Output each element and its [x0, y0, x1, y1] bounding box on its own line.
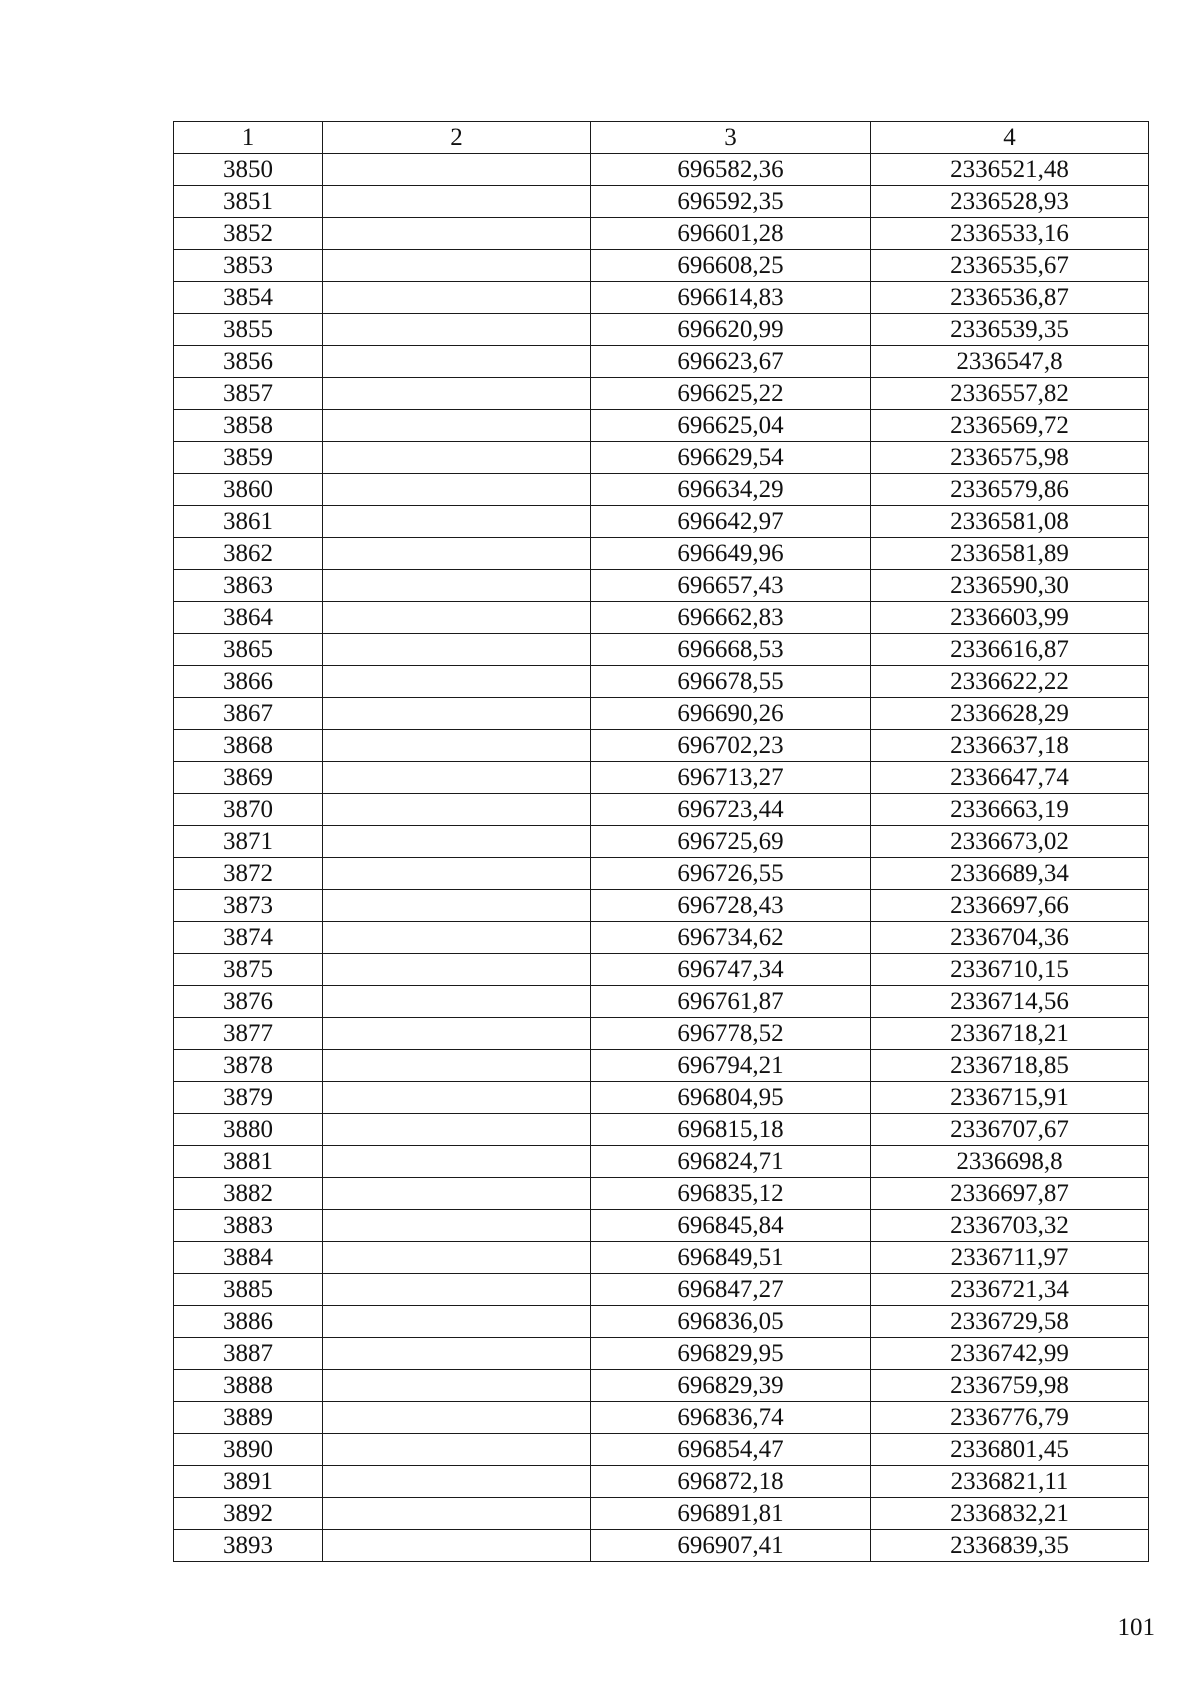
empty-cell — [323, 186, 591, 218]
y-coordinate-cell: 2336821,11 — [871, 1466, 1149, 1498]
table-row — [174, 1434, 1149, 1466]
x-coordinate-cell: 696804,95 — [591, 1082, 871, 1114]
x-coordinate-cell: 696620,99 — [591, 314, 871, 346]
column-header: 3 — [591, 122, 871, 154]
coordinates-table — [173, 121, 1149, 1562]
y-coordinate-cell: 2336547,8 — [871, 346, 1149, 378]
point-number-cell: 3858 — [174, 410, 323, 442]
point-number-cell: 3857 — [174, 378, 323, 410]
empty-cell — [323, 314, 591, 346]
empty-cell — [323, 442, 591, 474]
y-coordinate-cell: 2336711,97 — [871, 1242, 1149, 1274]
table-row — [174, 282, 1149, 314]
point-number-cell: 3865 — [174, 634, 323, 666]
x-coordinate-cell: 696623,67 — [591, 346, 871, 378]
empty-cell — [323, 1370, 591, 1402]
point-number-cell: 3876 — [174, 986, 323, 1018]
table-row — [174, 538, 1149, 570]
y-coordinate-cell: 2336536,87 — [871, 282, 1149, 314]
x-coordinate-cell: 696702,23 — [591, 730, 871, 762]
y-coordinate-cell: 2336673,02 — [871, 826, 1149, 858]
point-number-cell: 3853 — [174, 250, 323, 282]
x-coordinate-cell: 696891,81 — [591, 1498, 871, 1530]
x-coordinate-cell: 696836,05 — [591, 1306, 871, 1338]
y-coordinate-cell: 2336715,91 — [871, 1082, 1149, 1114]
point-number-cell: 3886 — [174, 1306, 323, 1338]
empty-cell — [323, 1530, 591, 1562]
point-number-cell: 3866 — [174, 666, 323, 698]
point-number-cell: 3863 — [174, 570, 323, 602]
y-coordinate-cell: 2336801,45 — [871, 1434, 1149, 1466]
y-coordinate-cell: 2336721,34 — [871, 1274, 1149, 1306]
y-coordinate-cell: 2336647,74 — [871, 762, 1149, 794]
y-coordinate-cell: 2336557,82 — [871, 378, 1149, 410]
table-row — [174, 1018, 1149, 1050]
empty-cell — [323, 1018, 591, 1050]
table-row — [174, 890, 1149, 922]
point-number-cell: 3875 — [174, 954, 323, 986]
y-coordinate-cell: 2336697,87 — [871, 1178, 1149, 1210]
table-row — [174, 1114, 1149, 1146]
x-coordinate-cell: 696634,29 — [591, 474, 871, 506]
empty-cell — [323, 1274, 591, 1306]
y-coordinate-cell: 2336575,98 — [871, 442, 1149, 474]
table-row — [174, 250, 1149, 282]
y-coordinate-cell: 2336714,56 — [871, 986, 1149, 1018]
table-header-row — [174, 122, 1149, 154]
y-coordinate-cell: 2336697,66 — [871, 890, 1149, 922]
y-coordinate-cell: 2336729,58 — [871, 1306, 1149, 1338]
x-coordinate-cell: 696726,55 — [591, 858, 871, 890]
point-number-cell: 3871 — [174, 826, 323, 858]
table-row — [174, 314, 1149, 346]
point-number-cell: 3883 — [174, 1210, 323, 1242]
x-coordinate-cell: 696845,84 — [591, 1210, 871, 1242]
x-coordinate-cell: 696824,71 — [591, 1146, 871, 1178]
x-coordinate-cell: 696690,26 — [591, 698, 871, 730]
table-row — [174, 506, 1149, 538]
point-number-cell: 3878 — [174, 1050, 323, 1082]
x-coordinate-cell: 696662,83 — [591, 602, 871, 634]
table-row — [174, 1082, 1149, 1114]
point-number-cell: 3873 — [174, 890, 323, 922]
y-coordinate-cell: 2336590,30 — [871, 570, 1149, 602]
table-row — [174, 1242, 1149, 1274]
x-coordinate-cell: 696629,54 — [591, 442, 871, 474]
x-coordinate-cell: 696847,27 — [591, 1274, 871, 1306]
point-number-cell: 3869 — [174, 762, 323, 794]
y-coordinate-cell: 2336707,67 — [871, 1114, 1149, 1146]
y-coordinate-cell: 2336533,16 — [871, 218, 1149, 250]
y-coordinate-cell: 2336539,35 — [871, 314, 1149, 346]
x-coordinate-cell: 696678,55 — [591, 666, 871, 698]
y-coordinate-cell: 2336698,8 — [871, 1146, 1149, 1178]
empty-cell — [323, 538, 591, 570]
point-number-cell: 3870 — [174, 794, 323, 826]
empty-cell — [323, 1050, 591, 1082]
table-row — [174, 954, 1149, 986]
empty-cell — [323, 378, 591, 410]
point-number-cell: 3888 — [174, 1370, 323, 1402]
x-coordinate-cell: 696854,47 — [591, 1434, 871, 1466]
empty-cell — [323, 1498, 591, 1530]
table-row — [174, 986, 1149, 1018]
column-header: 1 — [174, 122, 323, 154]
table-row — [174, 1306, 1149, 1338]
point-number-cell: 3874 — [174, 922, 323, 954]
point-number-cell: 3856 — [174, 346, 323, 378]
y-coordinate-cell: 2336581,89 — [871, 538, 1149, 570]
empty-cell — [323, 1146, 591, 1178]
table-row — [174, 410, 1149, 442]
empty-cell — [323, 922, 591, 954]
point-number-cell: 3891 — [174, 1466, 323, 1498]
point-number-cell: 3862 — [174, 538, 323, 570]
y-coordinate-cell: 2336776,79 — [871, 1402, 1149, 1434]
point-number-cell: 3884 — [174, 1242, 323, 1274]
empty-cell — [323, 1114, 591, 1146]
empty-cell — [323, 1466, 591, 1498]
empty-cell — [323, 570, 591, 602]
point-number-cell: 3861 — [174, 506, 323, 538]
empty-cell — [323, 794, 591, 826]
x-coordinate-cell: 696649,96 — [591, 538, 871, 570]
empty-cell — [323, 154, 591, 186]
table-row — [174, 346, 1149, 378]
table-row — [174, 826, 1149, 858]
x-coordinate-cell: 696907,41 — [591, 1530, 871, 1562]
point-number-cell: 3892 — [174, 1498, 323, 1530]
x-coordinate-cell: 696614,83 — [591, 282, 871, 314]
point-number-cell: 3882 — [174, 1178, 323, 1210]
y-coordinate-cell: 2336689,34 — [871, 858, 1149, 890]
point-number-cell: 3872 — [174, 858, 323, 890]
table-row — [174, 1146, 1149, 1178]
point-number-cell: 3860 — [174, 474, 323, 506]
point-number-cell: 3881 — [174, 1146, 323, 1178]
x-coordinate-cell: 696713,27 — [591, 762, 871, 794]
table-row — [174, 666, 1149, 698]
empty-cell — [323, 1082, 591, 1114]
point-number-cell: 3851 — [174, 186, 323, 218]
table-row — [174, 218, 1149, 250]
table-row — [174, 1370, 1149, 1402]
y-coordinate-cell: 2336528,93 — [871, 186, 1149, 218]
table-row — [174, 154, 1149, 186]
x-coordinate-cell: 696657,43 — [591, 570, 871, 602]
y-coordinate-cell: 2336759,98 — [871, 1370, 1149, 1402]
table-row — [174, 1178, 1149, 1210]
table-row — [174, 858, 1149, 890]
point-number-cell: 3868 — [174, 730, 323, 762]
table-row — [174, 602, 1149, 634]
y-coordinate-cell: 2336663,19 — [871, 794, 1149, 826]
table-row — [174, 1338, 1149, 1370]
y-coordinate-cell: 2336839,35 — [871, 1530, 1149, 1562]
y-coordinate-cell: 2336718,21 — [871, 1018, 1149, 1050]
x-coordinate-cell: 696601,28 — [591, 218, 871, 250]
table-row — [174, 1530, 1149, 1562]
point-number-cell: 3855 — [174, 314, 323, 346]
table-row — [174, 1402, 1149, 1434]
y-coordinate-cell: 2336535,67 — [871, 250, 1149, 282]
x-coordinate-cell: 696829,39 — [591, 1370, 871, 1402]
x-coordinate-cell: 696642,97 — [591, 506, 871, 538]
empty-cell — [323, 506, 591, 538]
point-number-cell: 3889 — [174, 1402, 323, 1434]
x-coordinate-cell: 696734,62 — [591, 922, 871, 954]
empty-cell — [323, 730, 591, 762]
y-coordinate-cell: 2336718,85 — [871, 1050, 1149, 1082]
point-number-cell: 3877 — [174, 1018, 323, 1050]
point-number-cell: 3885 — [174, 1274, 323, 1306]
empty-cell — [323, 410, 591, 442]
y-coordinate-cell: 2336569,72 — [871, 410, 1149, 442]
empty-cell — [323, 1338, 591, 1370]
empty-cell — [323, 282, 591, 314]
point-number-cell: 3859 — [174, 442, 323, 474]
table-body — [174, 154, 1149, 1562]
empty-cell — [323, 1178, 591, 1210]
x-coordinate-cell: 696835,12 — [591, 1178, 871, 1210]
y-coordinate-cell: 2336832,21 — [871, 1498, 1149, 1530]
empty-cell — [323, 1434, 591, 1466]
empty-cell — [323, 666, 591, 698]
empty-cell — [323, 1306, 591, 1338]
empty-cell — [323, 826, 591, 858]
table-row — [174, 762, 1149, 794]
table-row — [174, 1274, 1149, 1306]
x-coordinate-cell: 696829,95 — [591, 1338, 871, 1370]
y-coordinate-cell: 2336616,87 — [871, 634, 1149, 666]
point-number-cell: 3887 — [174, 1338, 323, 1370]
empty-cell — [323, 858, 591, 890]
empty-cell — [323, 250, 591, 282]
table-row — [174, 922, 1149, 954]
table-row — [174, 794, 1149, 826]
table-row — [174, 698, 1149, 730]
y-coordinate-cell: 2336703,32 — [871, 1210, 1149, 1242]
point-number-cell: 3852 — [174, 218, 323, 250]
column-header: 4 — [871, 122, 1149, 154]
y-coordinate-cell: 2336603,99 — [871, 602, 1149, 634]
table-row — [174, 730, 1149, 762]
table-row — [174, 1210, 1149, 1242]
x-coordinate-cell: 696728,43 — [591, 890, 871, 922]
x-coordinate-cell: 696794,21 — [591, 1050, 871, 1082]
y-coordinate-cell: 2336581,08 — [871, 506, 1149, 538]
table-row — [174, 442, 1149, 474]
x-coordinate-cell: 696625,04 — [591, 410, 871, 442]
x-coordinate-cell: 696582,36 — [591, 154, 871, 186]
point-number-cell: 3867 — [174, 698, 323, 730]
table-row — [174, 1050, 1149, 1082]
empty-cell — [323, 1402, 591, 1434]
table-row — [174, 186, 1149, 218]
point-number-cell: 3850 — [174, 154, 323, 186]
table-row — [174, 1498, 1149, 1530]
y-coordinate-cell: 2336622,22 — [871, 666, 1149, 698]
x-coordinate-cell: 696625,22 — [591, 378, 871, 410]
empty-cell — [323, 218, 591, 250]
x-coordinate-cell: 696778,52 — [591, 1018, 871, 1050]
empty-cell — [323, 1242, 591, 1274]
table-row — [174, 634, 1149, 666]
y-coordinate-cell: 2336628,29 — [871, 698, 1149, 730]
x-coordinate-cell: 696836,74 — [591, 1402, 871, 1434]
column-header: 2 — [323, 122, 591, 154]
empty-cell — [323, 954, 591, 986]
x-coordinate-cell: 696849,51 — [591, 1242, 871, 1274]
y-coordinate-cell: 2336521,48 — [871, 154, 1149, 186]
point-number-cell: 3893 — [174, 1530, 323, 1562]
table-row — [174, 378, 1149, 410]
table-row — [174, 474, 1149, 506]
point-number-cell: 3854 — [174, 282, 323, 314]
empty-cell — [323, 698, 591, 730]
y-coordinate-cell: 2336637,18 — [871, 730, 1149, 762]
y-coordinate-cell: 2336704,36 — [871, 922, 1149, 954]
x-coordinate-cell: 696668,53 — [591, 634, 871, 666]
x-coordinate-cell: 696592,35 — [591, 186, 871, 218]
empty-cell — [323, 890, 591, 922]
x-coordinate-cell: 696815,18 — [591, 1114, 871, 1146]
empty-cell — [323, 986, 591, 1018]
x-coordinate-cell: 696725,69 — [591, 826, 871, 858]
x-coordinate-cell: 696747,34 — [591, 954, 871, 986]
point-number-cell: 3879 — [174, 1082, 323, 1114]
x-coordinate-cell: 696761,87 — [591, 986, 871, 1018]
point-number-cell: 3890 — [174, 1434, 323, 1466]
empty-cell — [323, 602, 591, 634]
y-coordinate-cell: 2336710,15 — [871, 954, 1149, 986]
point-number-cell: 3864 — [174, 602, 323, 634]
empty-cell — [323, 762, 591, 794]
empty-cell — [323, 634, 591, 666]
empty-cell — [323, 346, 591, 378]
x-coordinate-cell: 696723,44 — [591, 794, 871, 826]
x-coordinate-cell: 696608,25 — [591, 250, 871, 282]
page-number: 101 — [1117, 1614, 1155, 1641]
point-number-cell: 3880 — [174, 1114, 323, 1146]
empty-cell — [323, 474, 591, 506]
y-coordinate-cell: 2336742,99 — [871, 1338, 1149, 1370]
table-row — [174, 570, 1149, 602]
y-coordinate-cell: 2336579,86 — [871, 474, 1149, 506]
x-coordinate-cell: 696872,18 — [591, 1466, 871, 1498]
empty-cell — [323, 1210, 591, 1242]
table-row — [174, 1466, 1149, 1498]
